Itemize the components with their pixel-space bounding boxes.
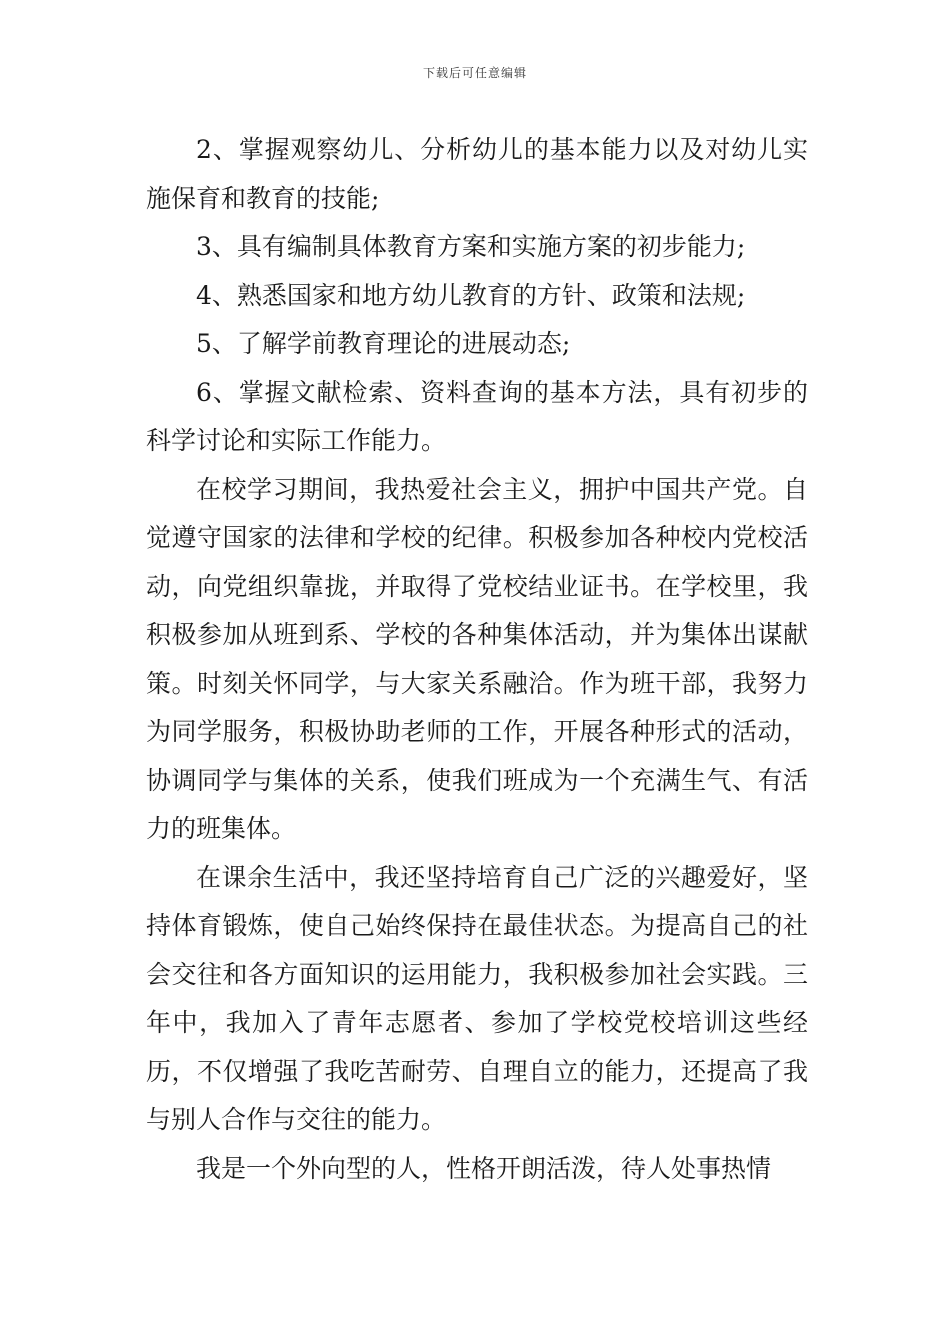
paragraph-school-life: 在校学习期间，我热爱社会主义，拥护中国共产党。自觉遵守国家的法律和学校的纪律。积极参加各种校内党校活动，向党组织靠拢，并取得了党校结业证书。在学校里，我积极参加从班到系、学校的各种集体活动，并为集体出谋献策。时刻关怀同学，与大家关系融洽。作为班干部，我努力为同学服务，积极协助老师的工作，开展各种形式的活动，协调同学与集体的关系，使我们班成为一个充满生气、有活力的班集体。 — [146, 474, 808, 843]
paragraph-item-6: 6、掌握文献检索、资料查询的基本方法，具有初步的科学讨论和实际工作能力。 — [146, 377, 808, 455]
paragraph-item-5: 5、了解学前教育理论的进展动态; — [196, 329, 571, 358]
document-body — [146, 126, 808, 1193]
header-note: 下载后可任意编辑 — [422, 66, 527, 80]
paragraph-extracurricular: 在课余生活中，我还坚持培育自己广泛的兴趣爱好，坚持体育锻炼，使自己始终保持在最佳状态。为提高自己的社会交往和各方面知识的运用能力，我积极参加社会实践。三年中，我加入了青年志愿者、参加了学校党校培训这些经历，不仅增强了我吃苦耐劳、自理自立的能力，还提高了我与别人合作与交往的能力。 — [146, 862, 808, 1134]
paragraph-item-2: 2、掌握观察幼儿、分析幼儿的基本能力以及对幼儿实施保育和教育的技能; — [146, 135, 808, 213]
paragraph-personality: 我是一个外向型的人，性格开朗活泼，待人处事热情 — [196, 1153, 772, 1183]
paragraph-item-4: 4、熟悉国家和地方幼儿教育的方针、政策和法规; — [196, 280, 746, 310]
paragraph-item-3: 3、具有编制具体教育方案和实施方案的初步能力; — [196, 232, 746, 261]
